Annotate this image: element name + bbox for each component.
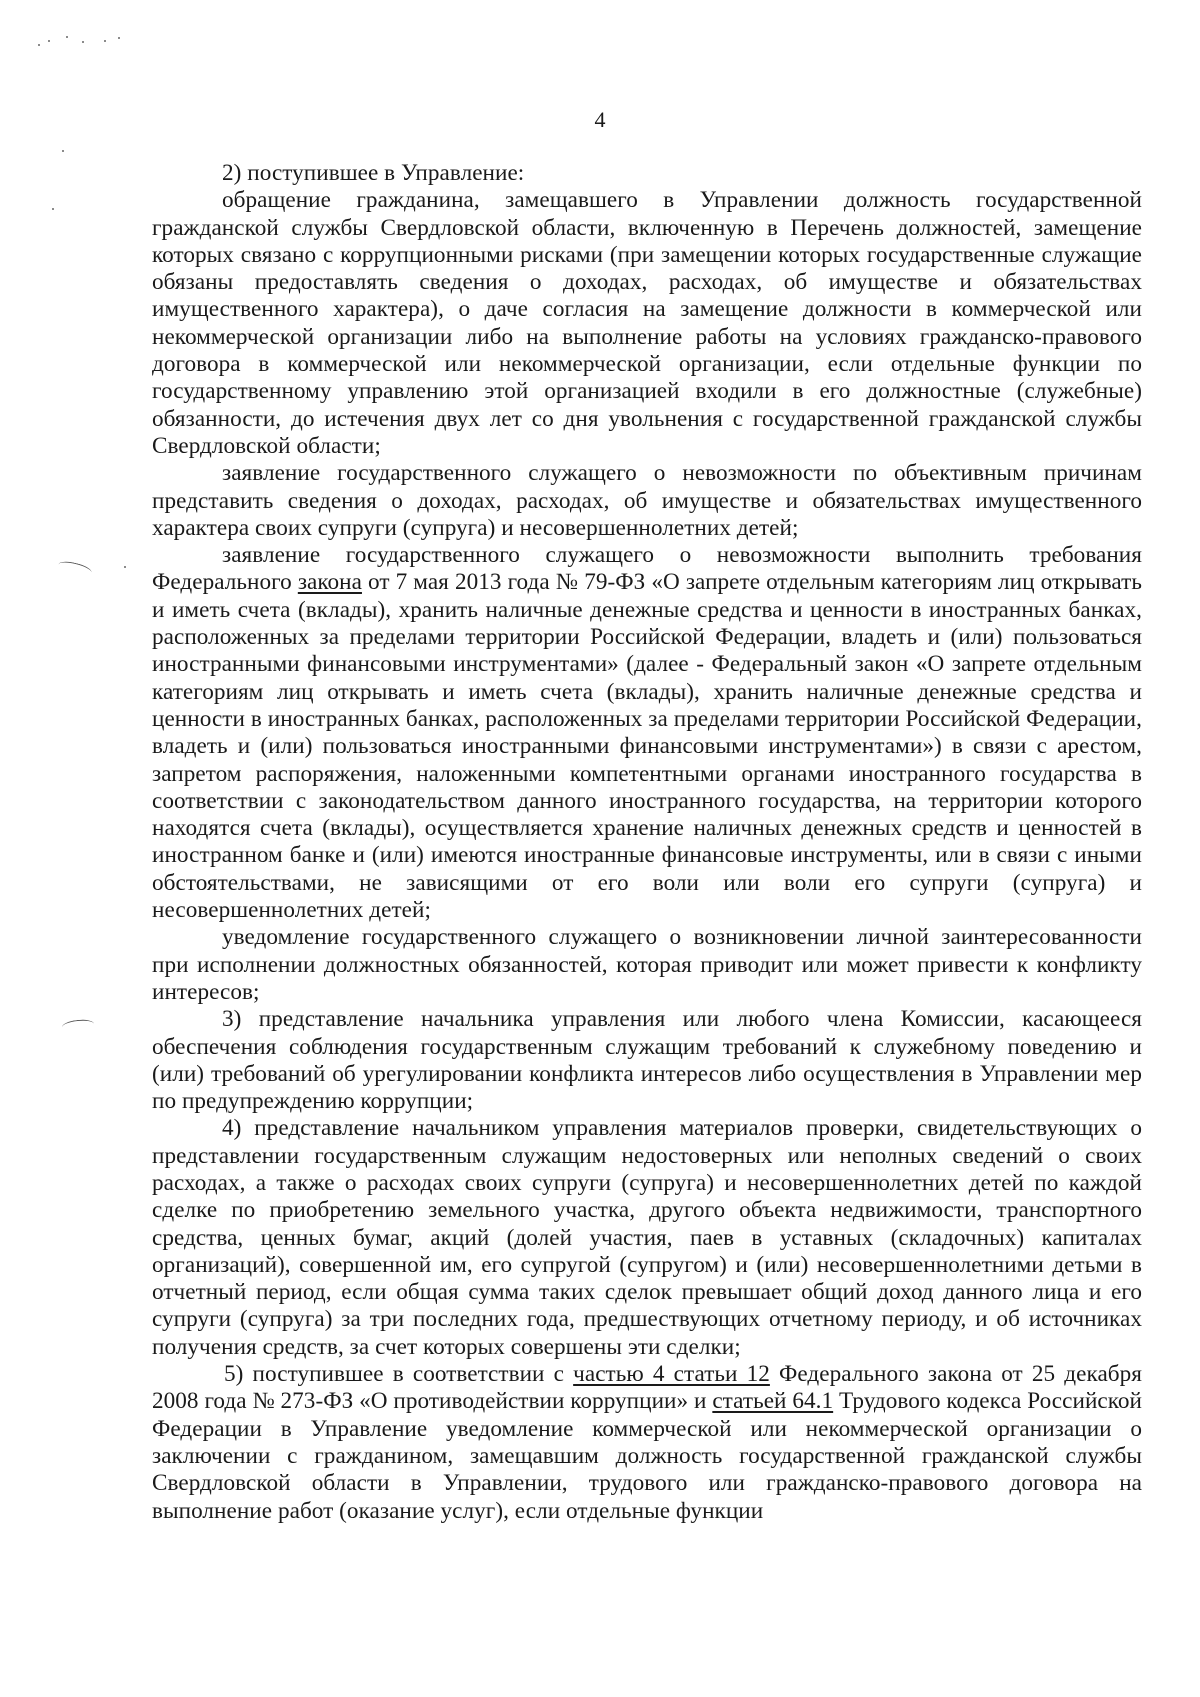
paragraph	[152, 1361, 1142, 1525]
law-link-article-64-1[interactable]: статьей 64.1	[712, 1388, 834, 1415]
paragraph-text: заявление государственного служащего о невозможности выполнить требования Федерального	[152, 542, 1142, 596]
paragraph-text: 5) поступившее в соответствии с	[224, 1361, 574, 1388]
scan-speck	[124, 566, 126, 568]
scan-mark	[57, 559, 93, 578]
paragraph-text: Федерального закона от 25 декабря 2008 года № 273-ФЗ «О противодействии коррупции» и	[152, 1361, 1142, 1415]
paragraph: 3) представление начальника управления или любого члена Комиссии, касающееся обеспечения соблюдения государственным служащим требований к служебному поведению и (или) требований об урегулировании конфликта интересов либо осуществления в Управлении мер по предупреждению коррупции;	[152, 1006, 1142, 1115]
paragraph-text: Трудового кодекса Российской Федерации в Управление уведомление коммерческой или некоммерческой организации о заключении с гражданином, замещавшим должность государственной гражданской службы Свердловской области в Управлении, трудового или гражданско-правового договора на выполнение работ (оказание услуг), если отдельные функции	[152, 1388, 1142, 1524]
paragraph: 2) поступившее в Управление:	[222, 160, 525, 186]
paragraph-text: от 7 мая 2013 года № 79-ФЗ «О запрете отдельным категориям лиц открывать и иметь счета (вклады), хранить наличные денежные средства и ценности в иностранных банках, расположенных за пределами территории Российской Федерации, владеть и (или) пользоваться иностранными финансовыми инструментами» (далее - Федеральный закон «О запрете отдельным категориям лиц открывать и иметь счета (вклады), хранить наличные денежные средства и ценности в иностранных банках, расположенных за пределами территории Российской Федерации, владеть и (или) пользоваться иностранными финансовыми инструментами») в связи с арестом, запретом распоряжения, наложенными компетентными органами иностранного государства в соответствии с законодательством данного иностранного государства, на территории которого находятся счета (вклады), осуществляется хранение наличных денежных средств и ценностей в иностранном банке и (или) имеются иностранные финансовые инструменты, или в связи с иными обстоятельствами, не зависящими от его воли или воли его супруги (супруга) и несовершеннолетних детей;	[152, 569, 1142, 924]
paragraph: обращение гражданина, замещавшего в Управлении должность государственной гражданской службы Свердловской области, включенную в Перечень должностей, замещение которых связано с коррупционными рисками (при замещении которых государственные служащие обязаны предоставлять сведения о доходах, расходах, об имуществе и обязательствах имущественного характера), о даче согласия на замещение должности в коммерческой или некоммерческой организации либо на выполнение работы на условиях гражданско-правового договора в коммерческой или некоммерческой организации, если отдельные функции по государственному управлению этой организацией входили в его должностные (служебные) обязанности, до истечения двух лет со дня увольнения с государственной гражданской службы Свердловской области;	[152, 187, 1142, 459]
scan-speck	[38, 44, 40, 46]
paragraph: заявление государственного служащего о невозможности по объективным причинам представить сведения о доходах, расходах, об имуществе и обязательствах имущественного характера своих супруги (супруга) и несовершеннолетних детей;	[152, 460, 1142, 541]
paragraph	[152, 542, 1142, 924]
scan-speck	[48, 40, 50, 42]
scan-mark	[62, 1018, 95, 1032]
scan-speck	[118, 37, 120, 39]
law-link-part-4-article-12[interactable]: частью 4 статьи 12	[573, 1361, 770, 1388]
scan-speck	[52, 208, 54, 210]
law-link[interactable]: закона	[297, 569, 362, 596]
page-number: 4	[594, 107, 606, 132]
paragraph: 4) представление начальником управления материалов проверки, свидетельствующих о представлении государственным служащим недостоверных или неполных сведений о своих расходах, а также о расходах своих супруги (супруга) и несовершеннолетних детей по каждой сделке по приобретению земельного участка, другого объекта недвижимости, транспортного средства, ценных бумаг, акций (долей участия, паев в уставных (складочных) капиталах организаций), совершенной им, его супругой (супругом) и (или) несовершеннолетними детьми в отчетный период, если общая сумма таких сделок превышает общий доход данного лица и его супруги (супруга) за три последних года, предшествующих отчетному периоду, и об источниках получения средств, за счет которых совершены эти сделки;	[152, 1115, 1142, 1360]
scan-speck	[66, 36, 68, 38]
document-body	[152, 160, 1142, 1525]
scan-speck	[82, 41, 84, 43]
scan-speck	[104, 40, 106, 42]
scan-speck	[62, 150, 64, 152]
paragraph: уведомление государственного служащего о возникновении личной заинтересованности при исполнении должностных обязанностей, которая приводит или может привести к конфликту интересов;	[152, 924, 1142, 1005]
